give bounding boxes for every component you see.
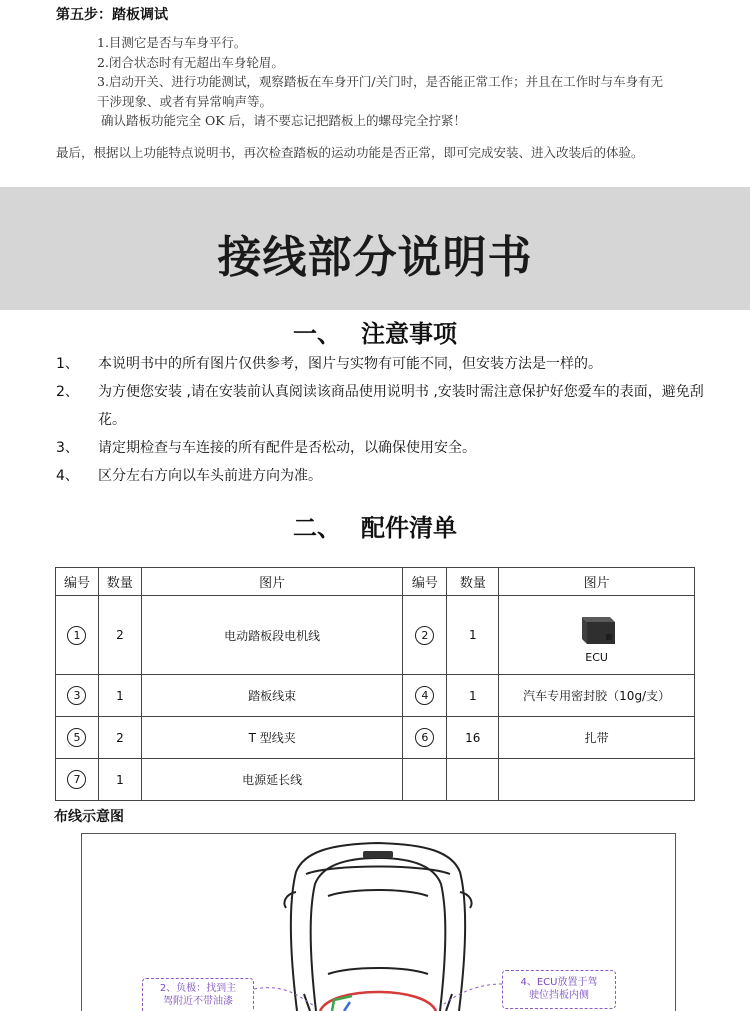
- note-item: [56, 462, 706, 490]
- banner-title: 接线部分说明书: [217, 232, 533, 283]
- quantity-cell: 1: [447, 675, 499, 717]
- quantity-cell: 2: [98, 596, 141, 675]
- ecu-label: ECU: [585, 651, 608, 664]
- item-number-cell: [56, 596, 99, 675]
- circled-number: 7: [67, 770, 86, 789]
- final-note: 最后，根据以上功能特点说明书，再次检查踏板的运动功能是否正常，即可完成安装、进入改装后的体验。: [56, 145, 644, 160]
- note-text: 为方便您安装 ,请在安装前认真阅读该商品使用说明书 ,安装时需注意保护好您爱车的表面，避免刮花。: [98, 384, 704, 428]
- callout-line: 4、ECU放置于驾: [520, 977, 598, 988]
- callout-negative: [142, 978, 254, 1011]
- item-name-cell: 电动踏板段电机线: [141, 596, 403, 675]
- table-header-row: [56, 568, 695, 596]
- section1-number: 一、: [293, 320, 341, 348]
- note-text: 请定期检查与车连接的所有配件是否松动，以确保使用安全。: [98, 440, 476, 456]
- circled-number: 4: [415, 686, 434, 705]
- section1-title: 注意事项: [361, 320, 457, 348]
- table-row: [56, 759, 695, 801]
- wiring-diagram: [81, 833, 676, 1011]
- item-name-cell: 电源延长线: [141, 759, 403, 801]
- item-number-cell: [403, 596, 447, 675]
- empty-cell: [499, 759, 695, 801]
- step5-list: [97, 33, 717, 131]
- quantity-cell: 1: [98, 759, 141, 801]
- section2-number: 二、: [293, 514, 341, 542]
- callout-ecu: [502, 970, 616, 1009]
- note-item: [56, 378, 706, 434]
- table-header-cell: 数量: [447, 568, 499, 596]
- quantity-cell: 1: [447, 596, 499, 675]
- item-number-cell: [56, 759, 99, 801]
- quantity-cell: 1: [98, 675, 141, 717]
- item-name-cell: 扎带: [499, 717, 695, 759]
- note-number: 2、: [56, 384, 79, 400]
- note-number: 4、: [56, 468, 79, 484]
- item-number-cell: [403, 717, 447, 759]
- table-row: [56, 596, 695, 675]
- note-text: 区分左右方向以车头前进方向为准。: [98, 468, 322, 484]
- table-header-cell: 图片: [499, 568, 695, 596]
- step5-item: 1.目测它是否与车身平行。: [97, 35, 247, 50]
- section2-heading: [0, 508, 750, 543]
- circled-number: 2: [415, 626, 434, 645]
- empty-cell: [447, 759, 499, 801]
- step5-item: 干涉现象、或者有异常响声等。: [97, 93, 273, 109]
- step5-item: 3.启动开关、进行功能测试，观察踏板在车身开门/关门时，是否能正常工作；并且在工作时与车身有无: [97, 74, 664, 89]
- note-item: [56, 434, 706, 462]
- callout-line: 驶位挡板内侧: [529, 990, 589, 1001]
- note-item: [56, 350, 706, 378]
- circled-number: 1: [67, 626, 86, 645]
- item-picture-cell: [499, 596, 695, 675]
- item-name-cell: T 型线夹: [141, 717, 403, 759]
- table-row: [56, 675, 695, 717]
- quantity-cell: 2: [98, 717, 141, 759]
- section2-title: 配件清单: [361, 514, 457, 542]
- ecu-image-icon: [576, 614, 618, 646]
- note-text: 本说明书中的所有图片仅供参考，图片与实物有可能不同，但安装方法是一样的。: [98, 356, 602, 372]
- item-number-cell: [56, 717, 99, 759]
- item-name-cell: 踏板线束: [141, 675, 403, 717]
- callout-line: 驾附近不带油漆: [163, 996, 233, 1007]
- diagram-title: 布线示意图: [54, 809, 124, 825]
- step5-item: 2.闭合状态时有无超出车身轮眉。: [97, 54, 284, 70]
- circled-number: 3: [67, 686, 86, 705]
- table-header-cell: 图片: [141, 568, 403, 596]
- table-header-cell: 编号: [403, 568, 447, 596]
- table-row: [56, 717, 695, 759]
- step5-item: 确认踏板功能完全 OK 后，请不要忘记把踏板上的螺母完全拧紧！: [101, 113, 467, 128]
- item-name-cell: 汽车专用密封胶（10g/支）: [499, 675, 695, 717]
- item-number-cell: [403, 675, 447, 717]
- table-header-cell: 编号: [56, 568, 99, 596]
- callout-line: 2、负极：找到主: [159, 983, 237, 994]
- note-number: 1、: [56, 356, 79, 372]
- table-header-cell: 数量: [98, 568, 141, 596]
- section1-heading: [0, 314, 750, 349]
- quantity-cell: 16: [447, 717, 499, 759]
- note-number: 3、: [56, 440, 79, 456]
- circled-number: 6: [415, 728, 434, 747]
- step5-title: 第五步：踏板调试: [56, 7, 168, 23]
- notes-list: [56, 350, 706, 490]
- parts-table: [55, 567, 695, 801]
- empty-cell: [403, 759, 447, 801]
- circled-number: 5: [67, 728, 86, 747]
- item-number-cell: [56, 675, 99, 717]
